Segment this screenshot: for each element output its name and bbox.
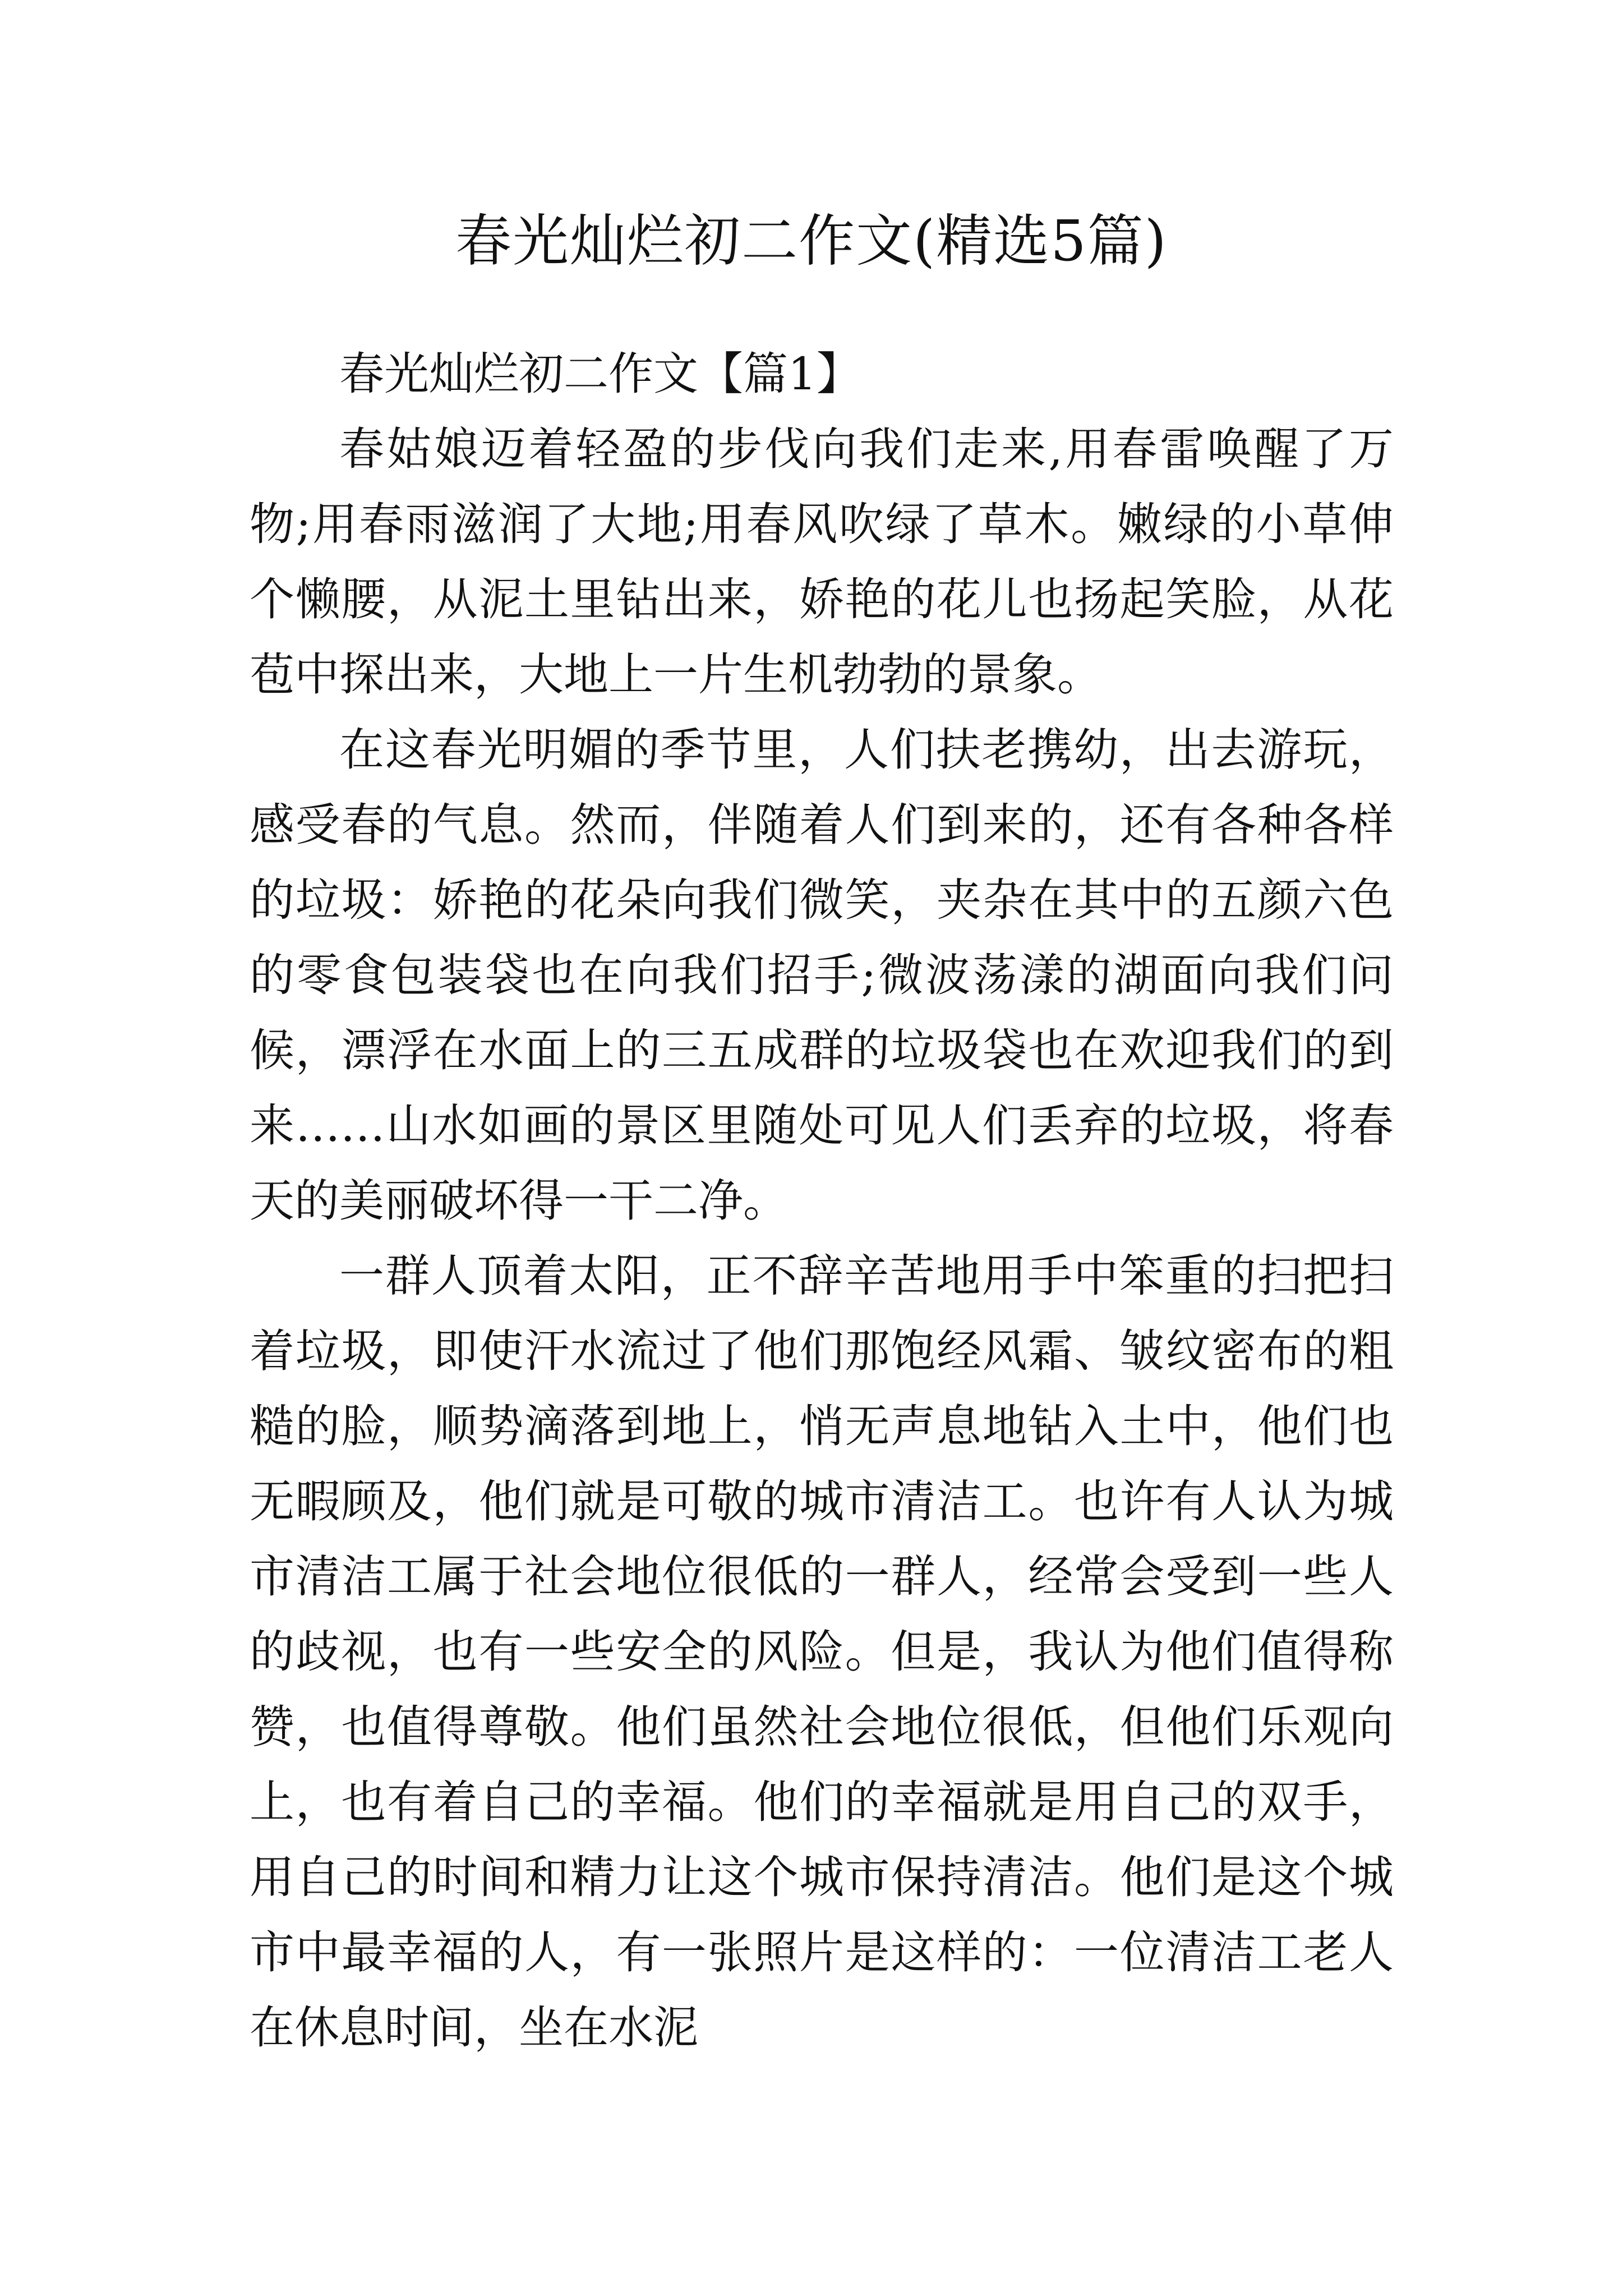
paragraph-3: 一群人顶着太阳，正不辞辛苦地用手中笨重的扫把扫着垃圾，即使汗水流过了他们那饱经风霜、皱纹密布的粗糙的脸，顺势滴落到地上，悄无声息地钻入土中，他们也无暇顾及，他们就是可敬的城市清洁工。也许有人认为城市清洁工属于社会地位很低的一群人，经常会受到一些人的歧视，也有一些安全的风险。但是，我认为他们值得称赞，也值得尊敬。他们虽然社会地位很低，但他们乐观向上，也有着自己的幸福。他们的幸福就是用自己的双手，用自己的时间和精力让这个城市保持清洁。他们是这个城市中最幸福的人，有一张照片是这样的：一位清洁工老人在休息时间，坐在水泥 [250, 1250, 1394, 2054]
section-heading: 春光灿烂初二作文【篇1】 [339, 348, 861, 400]
paragraph-1: 春姑娘迈着轻盈的步伐向我们走来,用春雷唤醒了万物;用春雨滋润了大地;用春风吹绿了草木。嫩绿的小草伸个懒腰，从泥土里钻出来，娇艳的花儿也扬起笑脸，从花苞中探出来，大地上一片生机勃勃的景象。 [250, 423, 1394, 701]
page-title: 春光灿烂初二作文(精选5篇) [455, 208, 1168, 274]
document-body [250, 337, 1394, 2065]
paragraph-2: 在这春光明媚的季节里，人们扶老携幼，出去游玩，感受春的气息。然而，伴随着人们到来的，还有各种各样的垃圾：娇艳的花朵向我们微笑，夹杂在其中的五颜六色的零食包装袋也在向我们招手;微波荡漾的湖面向我们问候，漂浮在水面上的三五成群的垃圾袋也在欢迎我们的到来……山水如画的景区里随处可见人们丢弃的垃圾，将春天的美丽破坏得一干二净。 [250, 724, 1394, 1227]
